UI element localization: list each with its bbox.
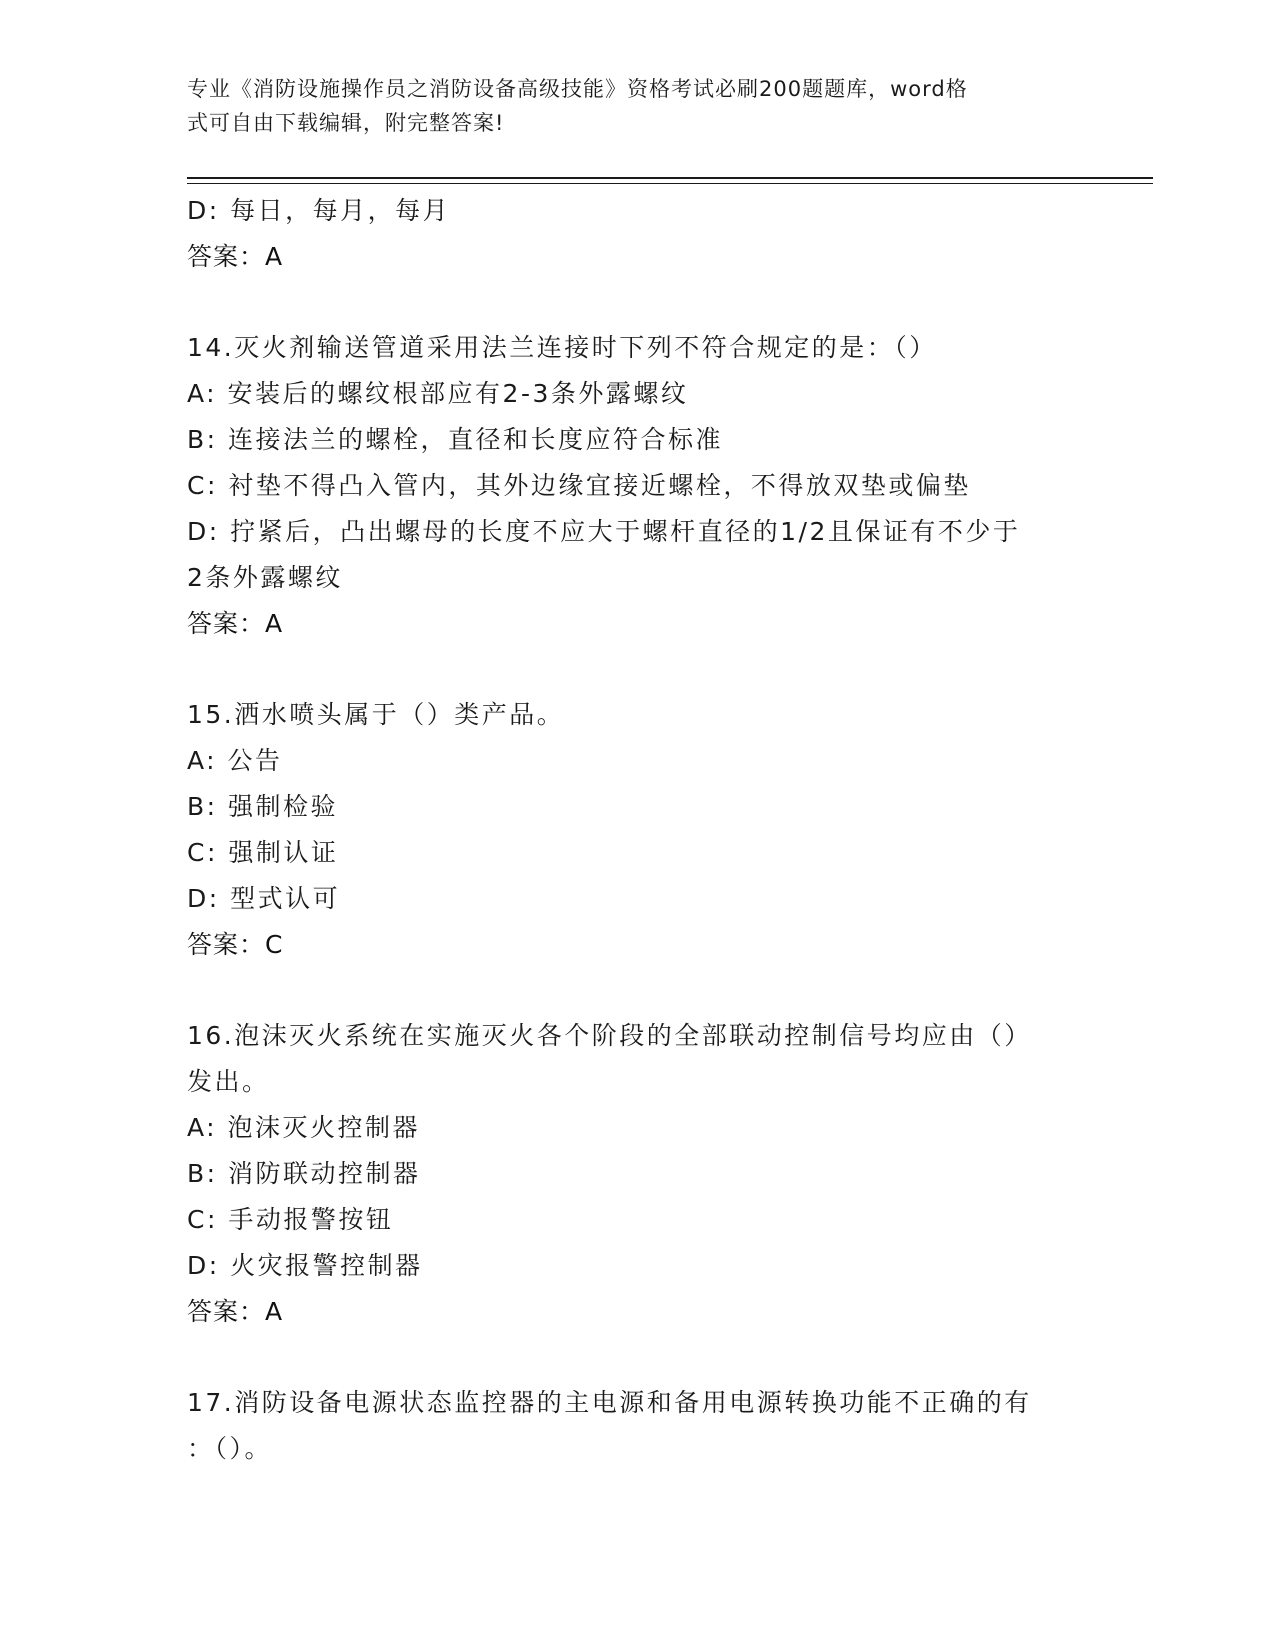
header-line-1: 专业《消防设施操作员之消防设备高级技能》资格考试必刷200题题库，word格 bbox=[187, 77, 968, 101]
option-d: D: 拧紧后，凸出螺母的长度不应大于螺杆直径的1/2且保证有不少于 bbox=[187, 517, 1021, 546]
option-c: C: 衬垫不得凸入管内，其外边缘宜接近螺栓，不得放双垫或偏垫 bbox=[187, 471, 971, 500]
q13-option-d: D: 每日，每月，每月 bbox=[187, 196, 451, 225]
header-line-2: 式可自由下载编辑，附完整答案! bbox=[187, 111, 505, 135]
header-divider-thin bbox=[187, 183, 1153, 184]
question-17 bbox=[187, 1380, 1087, 1472]
option-b: B: 强制检验 bbox=[187, 792, 339, 821]
question-15 bbox=[187, 692, 1087, 967]
answer: 答案：C bbox=[187, 930, 284, 959]
question-stem: 16.泡沫灭火系统在实施灭火各个阶段的全部联动控制信号均应由（） bbox=[187, 1021, 1032, 1050]
question-stem-continued: 发出。 bbox=[187, 1067, 270, 1096]
option-c: C: 手动报警按钮 bbox=[187, 1205, 394, 1234]
option-b: B: 消防联动控制器 bbox=[187, 1159, 421, 1188]
question-stem: 14.灭火剂输送管道采用法兰连接时下列不符合规定的是：（） bbox=[187, 333, 937, 362]
question-content bbox=[187, 188, 1087, 1472]
question-14 bbox=[187, 325, 1087, 646]
option-d-continued: 2条外露螺纹 bbox=[187, 563, 343, 592]
option-a: A: 泡沫灭火控制器 bbox=[187, 1113, 421, 1142]
option-d: D: 型式认可 bbox=[187, 884, 341, 913]
header-divider-thick bbox=[187, 177, 1153, 179]
option-c: C: 强制认证 bbox=[187, 838, 339, 867]
answer: 答案：A bbox=[187, 1297, 284, 1326]
option-a: A: 公告 bbox=[187, 746, 283, 775]
q13-answer: 答案：A bbox=[187, 242, 284, 271]
option-a: A: 安装后的螺纹根部应有2-3条外露螺纹 bbox=[187, 379, 689, 408]
question-stem: 15.洒水喷头属于（）类产品。 bbox=[187, 700, 565, 729]
question-stem: 17.消防设备电源状态监控器的主电源和备用电源转换功能不正确的有 bbox=[187, 1388, 1032, 1417]
option-b: B: 连接法兰的螺栓，直径和长度应符合标准 bbox=[187, 425, 724, 454]
answer: 答案：A bbox=[187, 609, 284, 638]
question-stem-continued: ：（）。 bbox=[187, 1434, 273, 1463]
document-header bbox=[187, 72, 1087, 140]
option-d: D: 火灾报警控制器 bbox=[187, 1251, 423, 1280]
question-16 bbox=[187, 1013, 1087, 1334]
